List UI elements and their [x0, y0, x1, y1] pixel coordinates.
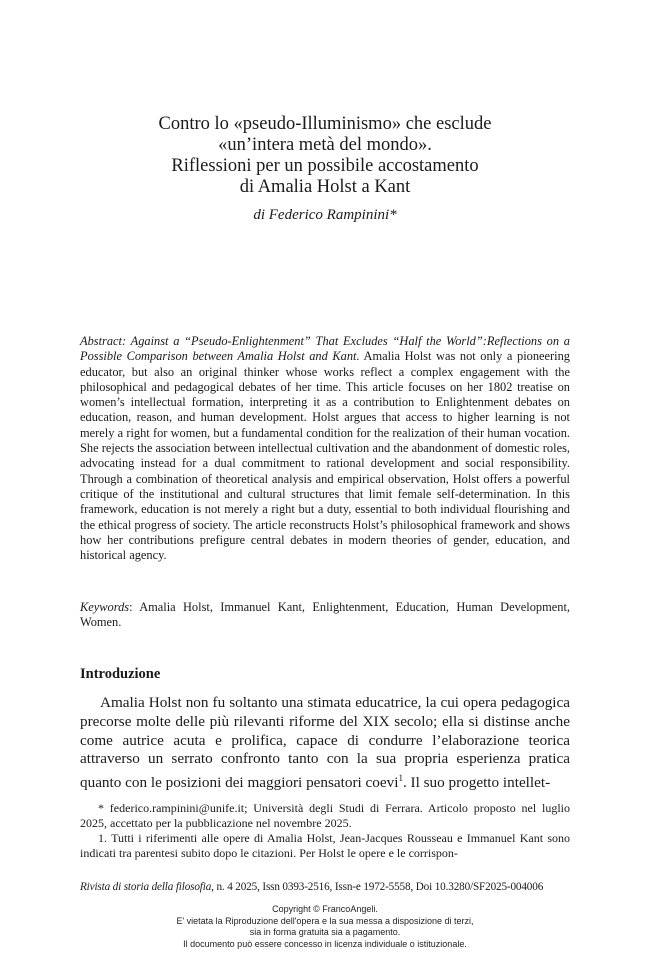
copyright-line: Copyright © FrancoAngeli. [272, 904, 378, 914]
keywords-label: Keywords [80, 600, 130, 614]
journal-details: , n. 4 2025, Issn 0393-2516, Issn-e 1972-5558, Doi 10.3280/SF2025-004006 [211, 881, 544, 893]
title-line: di Amalia Holst a Kant [239, 177, 411, 197]
body-text: Amalia Holst non fu soltanto una stimata educatrice, la cui opera pedagogica precorse molte delle più rilevanti riforme del XIX secolo; ella si distinse anche come autrice acuta e prolifica, capace di condurre l’elaborazione teorica attraverso un serrato confronto tanto con la sua propria esperienza pratica quanto con le posizioni dei maggiori pensatori coevi [80, 694, 570, 792]
footnote-1: 1. Tutti i riferimenti alle opere di Amalia Holst, Jean-Jacques Rousseau e Immanuel Kant sono indicati tra parentesi subito dopo le citazioni. Per Holst le opere e le corrispon- [80, 831, 570, 860]
body-text-after: . Il suo progetto intellet- [402, 774, 551, 792]
footnote-ref[interactable]: 1 [398, 773, 403, 784]
abstract-text: Amalia Holst was not only a pioneering educator, but also an original thinker whose works reflect a complex engagement with the philosophical and pedagogical debates of her time. This article focuses on her 1802 treatise on women’s intellectual formation, interpreting it as a contribution to Enlightenment debates on education, reason, and human development. Holst argues that access to higher learning is not merely a right for women, but a fundamental condition for the realization of their human vocation. She rejects the association between intellectual cultivation and the abandonment of domestic roles, advocating instead for a dual commitment to rational development and social responsibility. Through a combination of theoretical analysis and empirical observation, Holst offers a powerful critique of the institutional and cultural structures that limit female self-determination. In this framework, education is not merely a right but a duty, essential to both individual flourishing and the ethical progress of society. The article reconstructs Holst’s philosophical framework and shows how her contributions prefigure central debates in modern theories of gender, education, and historical agency. [80, 349, 570, 563]
title-line: «un’intera metà del mondo». [218, 135, 432, 155]
title-line: Riflessioni per un possibile accostamento [171, 156, 479, 176]
footnotes [80, 801, 570, 861]
journal-name: Rivista di storia della filosofia [80, 881, 212, 893]
abstract [80, 334, 570, 563]
copyright-line: Il documento può essere concesso in licenza individuale o istituzionale. [183, 938, 467, 949]
section-heading: Introduzione [80, 666, 161, 682]
author-byline: di Federico Rampinini* [253, 207, 397, 223]
body-paragraph [80, 694, 570, 793]
article-title [0, 114, 650, 198]
copyright-line: E’ vietata la Riproduzione dell'opera e la sua messa a disposizione di terzi, [176, 915, 474, 926]
keywords-text: : Amalia Holst, Immanuel Kant, Enlightenment, Education, Human Development, Women. [80, 600, 570, 630]
keywords [80, 600, 570, 631]
footnote-author: * federico.rampinini@unife.it; Università degli Studi di Ferrara. Articolo proposto nel luglio 2025, accettato per la pubblicazione nel novembre 2025. [80, 801, 570, 830]
title-line: Contro lo «pseudo-Illuminismo» che esclude [158, 114, 492, 134]
abstract-lead: Abstract: Against a “Pseudo-Enlightenment” That Excludes “Half the World”:Reflections on a Possible Comparison between Amalia Holst and Kant. [80, 334, 570, 364]
copyright-notice [0, 904, 650, 950]
journal-citation [80, 881, 570, 893]
copyright-line: sia in forma gratuita sia a pagamento. [249, 927, 401, 937]
